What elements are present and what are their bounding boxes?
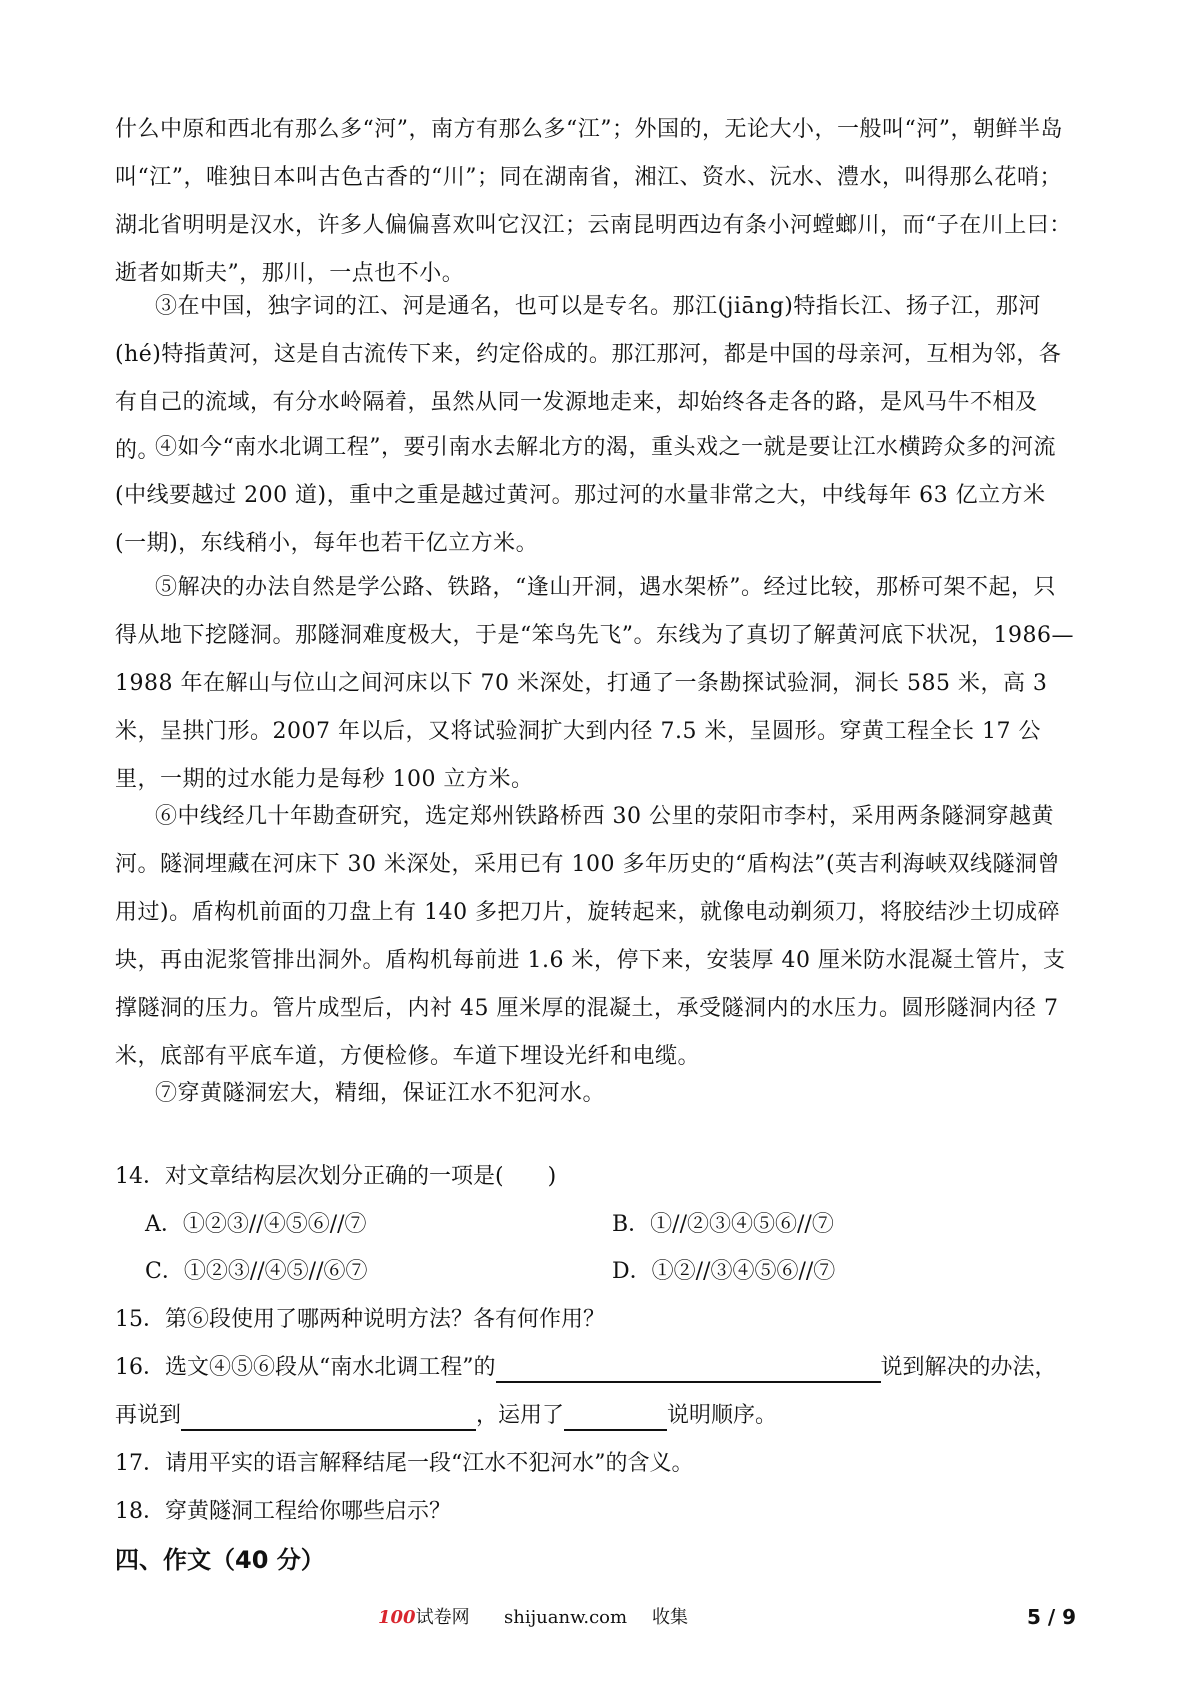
question-16-text-e: 说明顺序。 bbox=[667, 1403, 778, 1428]
footer-brand bbox=[378, 1605, 470, 1631]
section-heading-composition: 四、作文（40 分） bbox=[115, 1546, 325, 1574]
page-number: 5 / 9 bbox=[1026, 1605, 1076, 1629]
question-16-text-c: 再说到 bbox=[115, 1403, 182, 1428]
paragraph-2-continued: 什么中原和西北有那么多“河”，南方有那么多“江”；外国的，无论大小，一般叫“河”，朝鲜半岛叫“江”，唯独日本叫古色古香的“川”；同在湖南省，湘江、资水、沅水、澧水，叫得那么花哨；湖北省明明是汉水，许多人偏偏喜欢叫它汉江；云南昆明西边有条小河螳螂川，而“子在川上曰：逝者如斯夫”，那川，一点也不小。 bbox=[115, 117, 1072, 286]
question-18: 18．穿黄隧洞工程给你哪些启示？ bbox=[115, 1499, 451, 1524]
answer-blank-1[interactable] bbox=[496, 1357, 881, 1383]
question-16-text-a: 16．选文④⑤⑥段从“南水北调工程”的 bbox=[115, 1355, 496, 1380]
question-14-option-a: A．①②③//④⑤⑥//⑦ bbox=[145, 1212, 367, 1237]
question-14-option-c: C．①②③//④⑤//⑥⑦ bbox=[145, 1259, 368, 1284]
question-14-option-b: B．①//②③④⑤⑥//⑦ bbox=[612, 1212, 834, 1237]
paragraph-4: ④如今“南水北调工程”，要引南水去解北方的渴，重头戏之一就是要让江水横跨众多的河流(中线要越过 200 道)，重中之重是越过黄河。那过河的水量非常之大，中线每年 63 亿立方米(一期)，东线稍小，每年也若干亿立方米。 bbox=[115, 435, 1056, 556]
site-logo: 100 bbox=[378, 1607, 416, 1628]
paragraph-3: ③在中国，独字词的江、河是通名，也可以是专名。那江(jiāng)特指长江、扬子江，那河(hé)特指黄河，这是自古流传下来，约定俗成的。那江那河，都是中国的母亲河，互相为邻，各有自己的流域，有分水岭隔着，虽然从同一发源地走来，却始终各走各的路，是风马牛不相及的。 bbox=[115, 294, 1062, 463]
question-16-text-b: 说到解决的办法， bbox=[880, 1355, 1057, 1380]
footer-collect: 收集 bbox=[652, 1607, 688, 1628]
footer-domain: shijuanw.com bbox=[504, 1607, 628, 1628]
question-17: 17．请用平实的语言解释结尾一段“江水不犯河水”的含义。 bbox=[115, 1451, 694, 1476]
question-16-line-2 bbox=[115, 1401, 1075, 1431]
answer-blank-3[interactable] bbox=[564, 1405, 667, 1431]
question-16-line-1 bbox=[115, 1353, 1075, 1383]
question-14: 14．对文章结构层次划分正确的一项是( ) bbox=[115, 1164, 557, 1189]
paragraph-6: ⑥中线经几十年勘查研究，选定郑州铁路桥西 30 公里的荥阳市李村，采用两条隧洞穿越黄河。隧洞埋藏在河床下 30 米深处，采用已有 100 多年历史的“盾构法”(英吉利海峡双线隧洞曾用过)。盾构机前面的刀盘上有 140 多把刀片，旋转起来，就像电动剃须刀，将胶结沙土切成碎块，再由泥浆管排出洞外。盾构机每前进 1.6 米，停下来，安装厚 40 厘米防水混凝土管片，支撑隧洞的压力。管片成型后，内衬 45 厘米厚的混凝土，承受隧洞内的水压力。圆形隧洞内径 7 米，底部有平底车道，方便检修。车道下埋设光纤和电缆。 bbox=[115, 804, 1066, 1069]
answer-blank-2[interactable] bbox=[181, 1405, 476, 1431]
site-name: 试卷网 bbox=[415, 1607, 470, 1628]
question-15: 15．第⑥段使用了哪两种说明方法？各有何作用？ bbox=[115, 1307, 605, 1332]
paragraph-5: ⑤解决的办法自然是学公路、铁路，“逢山开洞，遇水架桥”。经过比较，那桥可架不起，只得从地下挖隧洞。那隧洞难度极大，于是“笨鸟先飞”。东线为了真切了解黄河底下状况，1986—1988 年在解山与位山之间河床以下 70 米深处，打通了一条勘探试验洞，洞长 585 米，高 3 米，呈拱门形。2007 年以后，又将试验洞扩大到内径 7.5 米，呈圆形。穿黄工程全长 17 公里，一期的过水能力是每秒 100 立方米。 bbox=[115, 575, 1074, 792]
question-14-option-d: D．①②//③④⑤⑥//⑦ bbox=[612, 1259, 836, 1284]
paragraph-7: ⑦穿黄隧洞宏大，精细，保证江水不犯河水。 bbox=[155, 1081, 606, 1106]
question-16-text-d: ，运用了 bbox=[476, 1403, 565, 1428]
